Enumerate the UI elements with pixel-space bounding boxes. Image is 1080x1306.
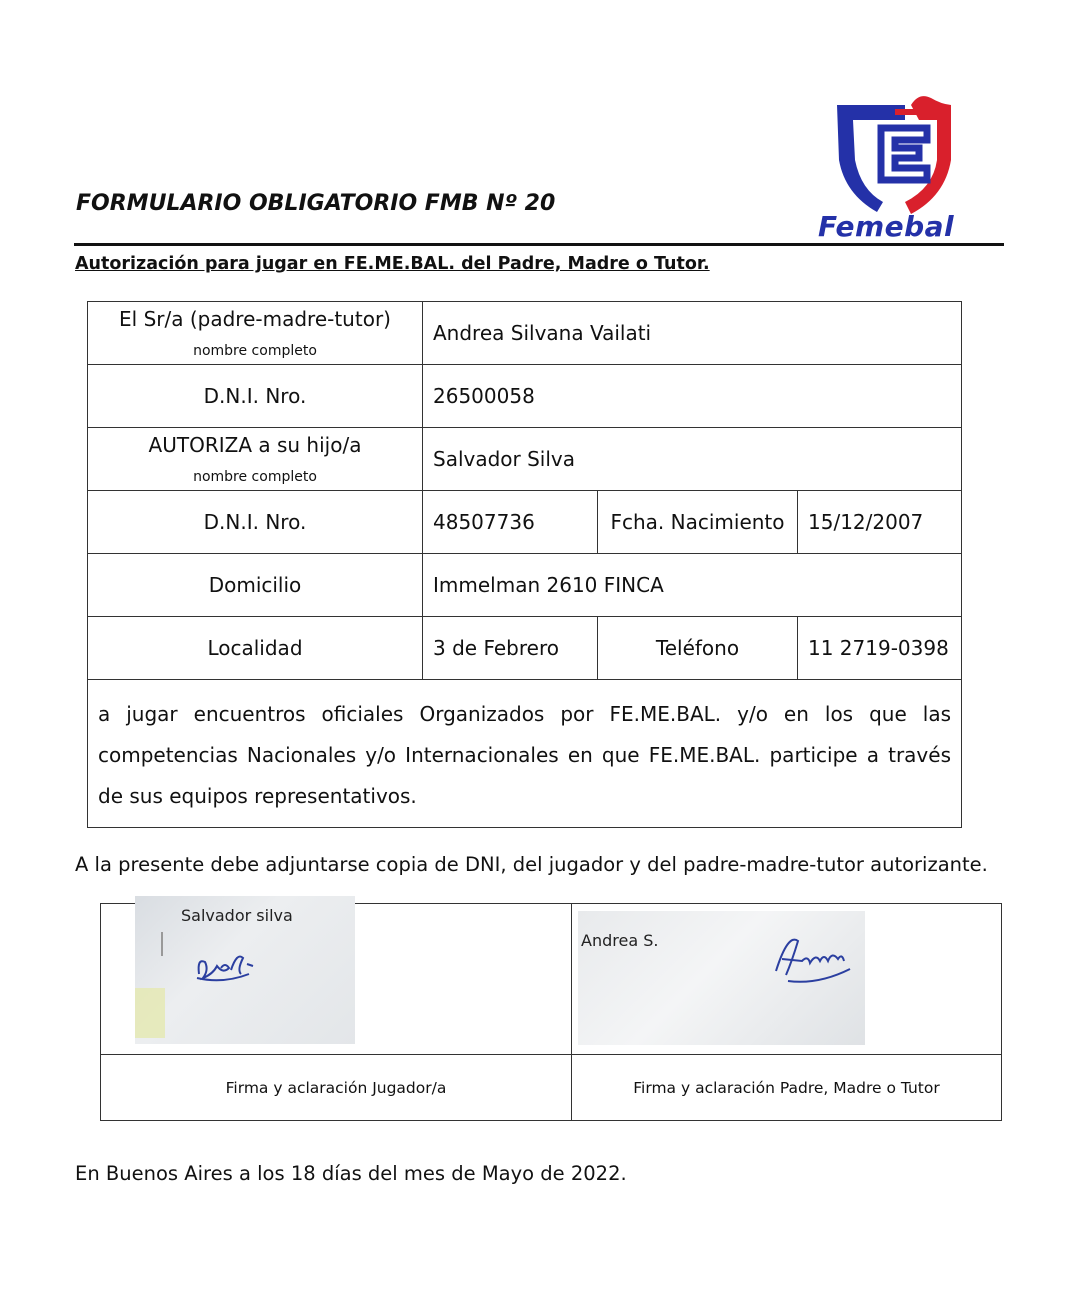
- parent-signature-caption: Firma y aclaración Padre, Madre o Tutor: [572, 1055, 1002, 1121]
- table-row: [88, 554, 962, 617]
- parent-label-cell: [88, 302, 423, 365]
- table-row: [88, 617, 962, 680]
- table-row: [88, 302, 962, 365]
- parent-signature-cell: [572, 904, 1002, 1055]
- photo-stripe: [135, 988, 165, 1038]
- parent-sublabel: nombre completo: [193, 343, 317, 359]
- address-field[interactable]: Immelman 2610 FINCA: [423, 554, 962, 617]
- player-signature-photo: [135, 896, 355, 1044]
- authorization-paragraph: a jugar encuentros oficiales Organizados por FE.ME.BAL. y/o en los que las competencias Nacionales y/o Internacionales en que FE.ME.BAL. participe a través de sus equipos representativos.: [88, 680, 962, 828]
- player-signature-icon: [193, 944, 263, 986]
- locality-label: Localidad: [88, 617, 423, 680]
- table-row: [88, 491, 962, 554]
- parent-label: El Sr/a (padre-madre-tutor): [119, 307, 391, 331]
- phone-label: Teléfono: [598, 617, 798, 680]
- table-row: [101, 1055, 1002, 1121]
- parent-signature-icon: [768, 931, 863, 991]
- table-row: [101, 904, 1002, 1055]
- table-row: [88, 365, 962, 428]
- child-dni-field[interactable]: 48507736: [423, 491, 598, 554]
- parent-dni-label: D.N.I. Nro.: [88, 365, 423, 428]
- photo-edge: [161, 932, 163, 956]
- child-label: AUTORIZA a su hijo/a: [148, 433, 362, 457]
- parent-signature-name: Andrea S.: [581, 931, 659, 950]
- title-rule: [74, 243, 1004, 246]
- attachment-note: A la presente debe adjuntarse copia de DNI, del jugador y del padre-madre-tutor autorizante.: [75, 853, 988, 876]
- table-row: [88, 428, 962, 491]
- authorization-table: [87, 301, 962, 828]
- parent-dni-field[interactable]: 26500058: [423, 365, 962, 428]
- address-label: Domicilio: [88, 554, 423, 617]
- phone-field[interactable]: 11 2719-0398: [798, 617, 962, 680]
- birth-date-label: Fcha. Nacimiento: [598, 491, 798, 554]
- child-sublabel: nombre completo: [193, 469, 317, 485]
- child-dni-label: D.N.I. Nro.: [88, 491, 423, 554]
- place-date-line: En Buenos Aires a los 18 días del mes de Mayo de 2022.: [75, 1162, 627, 1185]
- parent-name-field[interactable]: Andrea Silvana Vailati: [423, 302, 962, 365]
- parent-signature-photo: [578, 911, 865, 1045]
- locality-field[interactable]: 3 de Febrero: [423, 617, 598, 680]
- child-label-cell: [88, 428, 423, 491]
- player-signature-caption: Firma y aclaración Jugador/a: [101, 1055, 572, 1121]
- player-signature-cell: [101, 904, 572, 1055]
- page-subtitle: Autorización para jugar en FE.ME.BAL. del Padre, Madre o Tutor.: [75, 254, 710, 274]
- child-name-field[interactable]: Salvador Silva: [423, 428, 962, 491]
- birth-date-field[interactable]: 15/12/2007: [798, 491, 962, 554]
- player-signature-name: Salvador silva: [181, 906, 293, 925]
- page-title: FORMULARIO OBLIGATORIO FMB Nº 20: [76, 191, 556, 216]
- signature-table: [100, 903, 1002, 1121]
- table-row: [88, 680, 962, 828]
- logo-wordmark: Femebal: [818, 210, 955, 243]
